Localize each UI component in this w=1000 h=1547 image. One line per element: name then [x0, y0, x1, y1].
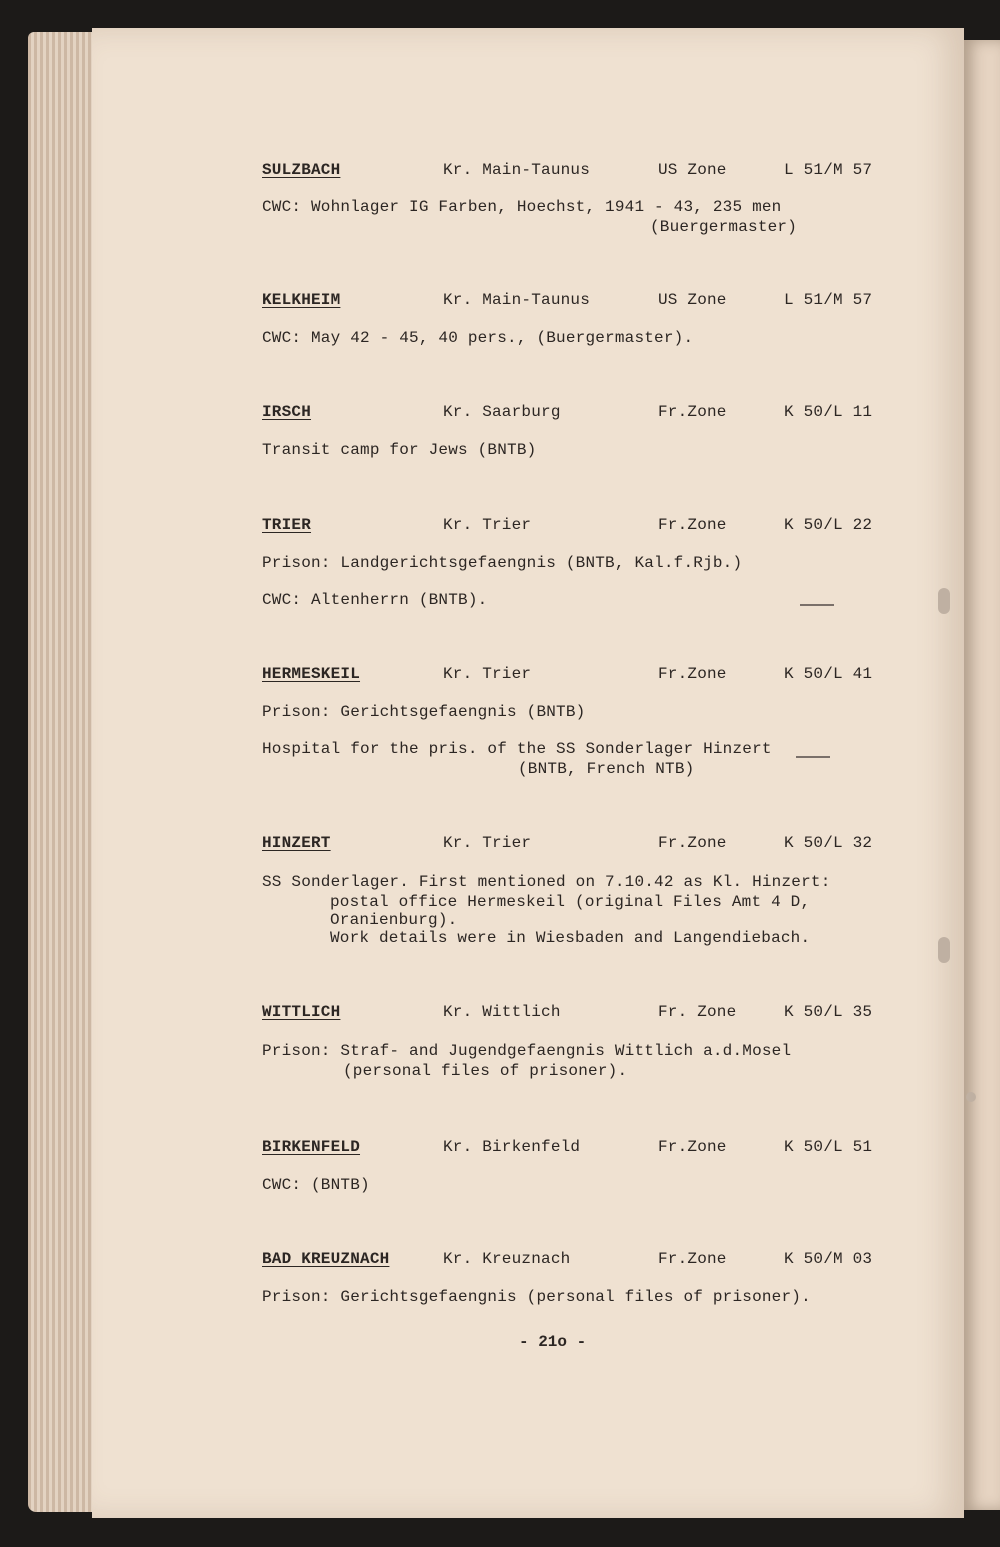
entry-line: CWC: Altenherrn (BNTB). [262, 591, 488, 609]
grid-reference: K 50/L 35 [784, 1003, 873, 1021]
grid-reference: K 50/L 22 [784, 516, 873, 534]
binding-hole [938, 937, 950, 963]
district: Kr. Main-Taunus [443, 291, 591, 309]
place-name: WITTLICH [262, 1003, 341, 1021]
entry-line: Transit camp for Jews (BNTB) [262, 441, 537, 459]
zone: Fr.Zone [658, 1138, 727, 1156]
district: Kr. Wittlich [443, 1003, 561, 1021]
binding-hole [966, 1092, 976, 1102]
margin-dash [796, 756, 830, 758]
entry-line: postal office Hermeskeil (original Files Amt 4 D, [330, 893, 811, 911]
entry-line: Hospital for the pris. of the SS Sonderlager Hinzert [262, 740, 772, 758]
zone: US Zone [658, 291, 727, 309]
district: Kr. Trier [443, 834, 532, 852]
district: Kr. Main-Taunus [443, 161, 591, 179]
place-name: IRSCH [262, 403, 312, 421]
entry-line: (BNTB, French NTB) [518, 760, 695, 778]
entry-line: Prison: Gerichtsgefaengnis (BNTB) [262, 703, 586, 721]
zone: Fr.Zone [658, 834, 727, 852]
entry-line: Work details were in Wiesbaden and Langendiebach. [330, 929, 811, 947]
place-name: BAD KREUZNACH [262, 1250, 390, 1268]
zone: Fr.Zone [658, 516, 727, 534]
binding-hole [938, 588, 950, 614]
entry-line: (Buergermaster) [650, 218, 798, 236]
district: Kr. Birkenfeld [443, 1138, 581, 1156]
place-name: TRIER [262, 516, 312, 534]
adjacent-page [964, 40, 1000, 1510]
entry-line: Prison: Landgerichtsgefaengnis (BNTB, Kal.f.Rjb.) [262, 554, 743, 572]
place-name: HINZERT [262, 834, 331, 852]
grid-reference: K 50/M 03 [784, 1250, 873, 1268]
entry-line: SS Sonderlager. First mentioned on 7.10.42 as Kl. Hinzert: [262, 873, 831, 891]
entry-line: (personal files of prisoner). [343, 1062, 628, 1080]
entry-line: Prison: Straf- and Jugendgefaengnis Wittlich a.d.Mosel [262, 1042, 792, 1060]
district: Kr. Kreuznach [443, 1250, 571, 1268]
zone: US Zone [658, 161, 727, 179]
place-name: BIRKENFELD [262, 1138, 361, 1156]
zone: Fr.Zone [658, 1250, 727, 1268]
entry-line: Oranienburg). [330, 911, 458, 929]
district: Kr. Trier [443, 516, 532, 534]
zone: Fr.Zone [658, 403, 727, 421]
grid-reference: K 50/L 51 [784, 1138, 873, 1156]
grid-reference: L 51/M 57 [784, 161, 873, 179]
grid-reference: L 51/M 57 [784, 291, 873, 309]
district: Kr. Trier [443, 665, 532, 683]
entry-line: CWC: Wohnlager IG Farben, Hoechst, 1941 - 43, 235 men [262, 198, 782, 216]
district: Kr. Saarburg [443, 403, 561, 421]
margin-dash [800, 604, 834, 606]
grid-reference: K 50/L 41 [784, 665, 873, 683]
entry-line: Prison: Gerichtsgefaengnis (personal files of prisoner). [262, 1288, 811, 1306]
entry-line: CWC: May 42 - 45, 40 pers., (Buergermaster). [262, 329, 694, 347]
place-name: KELKHEIM [262, 291, 341, 309]
book-page-edges [28, 32, 98, 1512]
entry-line: CWC: (BNTB) [262, 1176, 370, 1194]
zone: Fr. Zone [658, 1003, 737, 1021]
grid-reference: K 50/L 32 [784, 834, 873, 852]
page-number: - 21o - [519, 1333, 587, 1351]
grid-reference: K 50/L 11 [784, 403, 873, 421]
place-name: SULZBACH [262, 161, 341, 179]
zone: Fr.Zone [658, 665, 727, 683]
place-name: HERMESKEIL [262, 665, 361, 683]
